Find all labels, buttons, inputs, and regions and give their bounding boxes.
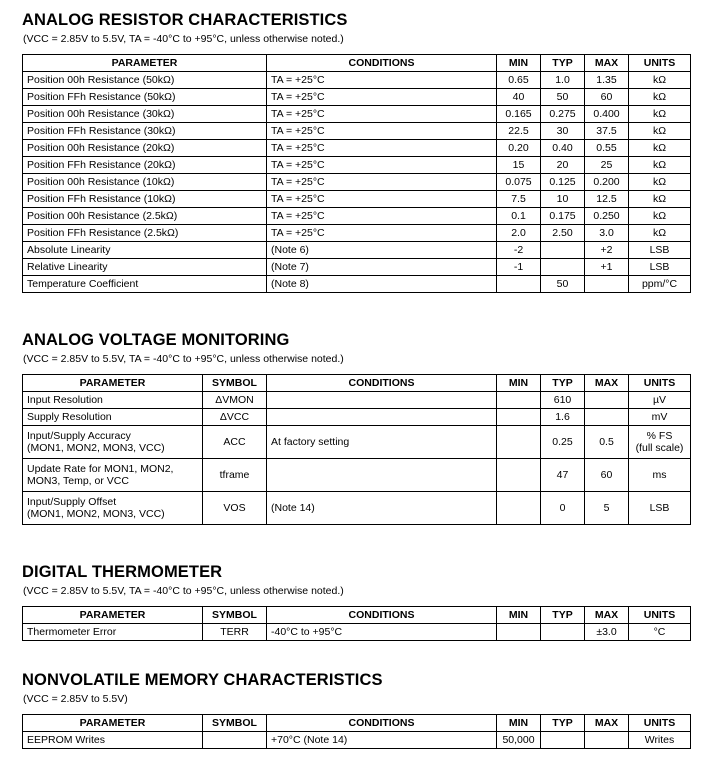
- header-max: MAX: [585, 55, 629, 72]
- cell-parameter: Input Resolution: [23, 392, 203, 409]
- cell-parameter: Supply Resolution: [23, 409, 203, 426]
- cell-parameter: Position 00h Resistance (30kΩ): [23, 106, 267, 123]
- cell-conditions: +70°C (Note 14): [267, 732, 497, 749]
- cell-conditions: [267, 459, 497, 492]
- memory-table: [22, 714, 691, 749]
- cell-units: kΩ: [629, 123, 691, 140]
- cell-max: 25: [585, 157, 629, 174]
- header-max: MAX: [585, 607, 629, 624]
- table-row: [23, 225, 691, 242]
- table-row: [23, 140, 691, 157]
- cell-conditions: (Note 14): [267, 492, 497, 525]
- table-header-row: [23, 607, 691, 624]
- cell-min: [497, 459, 541, 492]
- cell-parameter-line2: (MON1, MON2, MON3, VCC): [27, 508, 165, 520]
- cell-max: 5: [585, 492, 629, 525]
- cell-units: kΩ: [629, 106, 691, 123]
- cell-units: ppm/°C: [629, 276, 691, 293]
- cell-max: +1: [585, 259, 629, 276]
- cell-units: µV: [629, 392, 691, 409]
- cell-typ: [541, 624, 585, 641]
- cell-parameter: [23, 459, 203, 492]
- cell-typ: 10: [541, 191, 585, 208]
- header-parameter: PARAMETER: [23, 55, 267, 72]
- thermo-section: [22, 562, 690, 641]
- table-row: [23, 123, 691, 140]
- cell-min: 2.0: [497, 225, 541, 242]
- cell-max: [585, 732, 629, 749]
- cell-conditions: TA = +25°C: [267, 89, 497, 106]
- cell-parameter: Position FFh Resistance (20kΩ): [23, 157, 267, 174]
- cell-min: 22.5: [497, 123, 541, 140]
- table-row: [23, 492, 691, 525]
- cell-max: [585, 276, 629, 293]
- cell-max: 0.400: [585, 106, 629, 123]
- section-title: ANALOG VOLTAGE MONITORING: [22, 331, 290, 349]
- cell-typ: 0: [541, 492, 585, 525]
- voltage-section: [22, 330, 690, 525]
- cell-max: 0.250: [585, 208, 629, 225]
- table-row: [23, 459, 691, 492]
- cell-typ: [541, 732, 585, 749]
- cell-parameter: Position 00h Resistance (50kΩ): [23, 72, 267, 89]
- cell-min: 50,000: [497, 732, 541, 749]
- cell-units: LSB: [629, 492, 691, 525]
- section-conditions: (VCC = 2.85V to 5.5V, TA = -40°C to +95°C, unless otherwise noted.): [23, 585, 344, 597]
- cell-parameter: Thermometer Error: [23, 624, 203, 641]
- header-parameter: PARAMETER: [23, 375, 203, 392]
- cell-typ: 20: [541, 157, 585, 174]
- table-row: [23, 624, 691, 641]
- cell-units: Writes: [629, 732, 691, 749]
- cell-min: 0.1: [497, 208, 541, 225]
- header-symbol: SYMBOL: [203, 375, 267, 392]
- cell-max: ±3.0: [585, 624, 629, 641]
- cell-conditions: TA = +25°C: [267, 225, 497, 242]
- cell-units: kΩ: [629, 157, 691, 174]
- section-title: NONVOLATILE MEMORY CHARACTERISTICS: [22, 671, 383, 689]
- cell-units-line1: % FS: [646, 430, 673, 442]
- table-row: [23, 174, 691, 191]
- cell-max: 0.5: [585, 426, 629, 459]
- section-conditions: (VCC = 2.85V to 5.5V, TA = -40°C to +95°C, unless otherwise noted.): [23, 353, 344, 365]
- cell-symbol: [203, 732, 267, 749]
- table-row: [23, 242, 691, 259]
- cell-max: 0.200: [585, 174, 629, 191]
- cell-units: kΩ: [629, 208, 691, 225]
- cell-conditions: TA = +25°C: [267, 72, 497, 89]
- cell-units: kΩ: [629, 72, 691, 89]
- cell-min: 0.65: [497, 72, 541, 89]
- cell-parameter-line1: Update Rate for MON1, MON2,: [27, 463, 174, 475]
- table-row: [23, 157, 691, 174]
- table-row: [23, 392, 691, 409]
- section-conditions: (VCC = 2.85V to 5.5V, TA = -40°C to +95°C, unless otherwise noted.): [23, 33, 344, 45]
- resistor-section: [22, 10, 690, 293]
- thermo-table: [22, 606, 691, 641]
- header-conditions: CONDITIONS: [267, 55, 497, 72]
- cell-conditions: [267, 392, 497, 409]
- cell-conditions: TA = +25°C: [267, 140, 497, 157]
- cell-min: [497, 392, 541, 409]
- cell-max: [585, 392, 629, 409]
- table-row: [23, 426, 691, 459]
- cell-max: 60: [585, 459, 629, 492]
- header-typ: TYP: [541, 715, 585, 732]
- cell-typ: 0.125: [541, 174, 585, 191]
- cell-min: 0.165: [497, 106, 541, 123]
- cell-conditions: (Note 7): [267, 259, 497, 276]
- cell-typ: [541, 242, 585, 259]
- cell-conditions: TA = +25°C: [267, 191, 497, 208]
- cell-typ: 47: [541, 459, 585, 492]
- resistor-table: [22, 54, 691, 293]
- cell-units: ms: [629, 459, 691, 492]
- cell-min: -1: [497, 259, 541, 276]
- header-typ: TYP: [541, 375, 585, 392]
- cell-units: mV: [629, 409, 691, 426]
- header-symbol: SYMBOL: [203, 715, 267, 732]
- cell-units: kΩ: [629, 225, 691, 242]
- cell-typ: 0.175: [541, 208, 585, 225]
- cell-min: 0.20: [497, 140, 541, 157]
- cell-typ: [541, 259, 585, 276]
- cell-units: kΩ: [629, 174, 691, 191]
- table-row: [23, 89, 691, 106]
- cell-max: 60: [585, 89, 629, 106]
- cell-conditions: TA = +25°C: [267, 106, 497, 123]
- cell-min: [497, 492, 541, 525]
- header-typ: TYP: [541, 55, 585, 72]
- table-header-row: [23, 715, 691, 732]
- cell-conditions: TA = +25°C: [267, 174, 497, 191]
- cell-conditions: (Note 8): [267, 276, 497, 293]
- cell-parameter: Temperature Coefficient: [23, 276, 267, 293]
- cell-max: 3.0: [585, 225, 629, 242]
- cell-min: [497, 276, 541, 293]
- section-title: ANALOG RESISTOR CHARACTERISTICS: [22, 11, 348, 29]
- cell-symbol: ACC: [203, 426, 267, 459]
- cell-parameter: Position FFh Resistance (2.5kΩ): [23, 225, 267, 242]
- header-units: UNITS: [629, 375, 691, 392]
- cell-units: [629, 426, 691, 459]
- cell-conditions: TA = +25°C: [267, 208, 497, 225]
- cell-units: LSB: [629, 242, 691, 259]
- cell-symbol: VOS: [203, 492, 267, 525]
- cell-units: kΩ: [629, 140, 691, 157]
- cell-parameter: Position 00h Resistance (2.5kΩ): [23, 208, 267, 225]
- table-row: [23, 732, 691, 749]
- cell-parameter-line1: Input/Supply Accuracy: [27, 430, 131, 442]
- cell-max: +2: [585, 242, 629, 259]
- table-header-row: [23, 55, 691, 72]
- cell-typ: 0.25: [541, 426, 585, 459]
- header-units: UNITS: [629, 715, 691, 732]
- cell-max: 37.5: [585, 123, 629, 140]
- cell-symbol: ΔVMON: [203, 392, 267, 409]
- cell-conditions: (Note 6): [267, 242, 497, 259]
- table-row: [23, 276, 691, 293]
- cell-typ: 2.50: [541, 225, 585, 242]
- cell-typ: 1.6: [541, 409, 585, 426]
- section-conditions: (VCC = 2.85V to 5.5V): [23, 693, 128, 705]
- header-conditions: CONDITIONS: [267, 607, 497, 624]
- cell-min: 40: [497, 89, 541, 106]
- cell-conditions: At factory setting: [267, 426, 497, 459]
- cell-parameter: Position 00h Resistance (10kΩ): [23, 174, 267, 191]
- cell-max: [585, 409, 629, 426]
- table-row: [23, 259, 691, 276]
- table-row: [23, 208, 691, 225]
- cell-units: LSB: [629, 259, 691, 276]
- header-min: MIN: [497, 375, 541, 392]
- cell-conditions: -40°C to +95°C: [267, 624, 497, 641]
- cell-min: 0.075: [497, 174, 541, 191]
- header-typ: TYP: [541, 607, 585, 624]
- header-symbol: SYMBOL: [203, 607, 267, 624]
- header-max: MAX: [585, 715, 629, 732]
- cell-units-line2: (full scale): [635, 442, 684, 454]
- header-min: MIN: [497, 715, 541, 732]
- cell-units: kΩ: [629, 89, 691, 106]
- cell-min: [497, 426, 541, 459]
- cell-min: -2: [497, 242, 541, 259]
- cell-typ: 50: [541, 89, 585, 106]
- cell-parameter: Position FFh Resistance (50kΩ): [23, 89, 267, 106]
- cell-typ: 0.275: [541, 106, 585, 123]
- cell-max: 0.55: [585, 140, 629, 157]
- table-row: [23, 191, 691, 208]
- cell-typ: 50: [541, 276, 585, 293]
- cell-min: 15: [497, 157, 541, 174]
- cell-parameter: Relative Linearity: [23, 259, 267, 276]
- cell-parameter: EEPROM Writes: [23, 732, 203, 749]
- cell-parameter-line2: MON3, Temp, or VCC: [27, 475, 129, 487]
- header-parameter: PARAMETER: [23, 607, 203, 624]
- memory-section: [22, 670, 690, 749]
- cell-max: 12.5: [585, 191, 629, 208]
- table-row: [23, 409, 691, 426]
- cell-typ: 30: [541, 123, 585, 140]
- header-conditions: CONDITIONS: [267, 375, 497, 392]
- header-units: UNITS: [629, 55, 691, 72]
- cell-units: °C: [629, 624, 691, 641]
- header-min: MIN: [497, 607, 541, 624]
- cell-parameter: Position FFh Resistance (30kΩ): [23, 123, 267, 140]
- cell-typ: 1.0: [541, 72, 585, 89]
- voltage-table: [22, 374, 691, 525]
- header-parameter: PARAMETER: [23, 715, 203, 732]
- cell-min: 7.5: [497, 191, 541, 208]
- cell-conditions: TA = +25°C: [267, 123, 497, 140]
- cell-symbol: ΔVCC: [203, 409, 267, 426]
- header-min: MIN: [497, 55, 541, 72]
- table-header-row: [23, 375, 691, 392]
- table-row: [23, 72, 691, 89]
- cell-symbol: TERR: [203, 624, 267, 641]
- cell-conditions: TA = +25°C: [267, 157, 497, 174]
- cell-max: 1.35: [585, 72, 629, 89]
- cell-parameter-line1: Input/Supply Offset: [27, 496, 117, 508]
- table-row: [23, 106, 691, 123]
- cell-conditions: [267, 409, 497, 426]
- section-title: DIGITAL THERMOMETER: [22, 563, 223, 581]
- header-units: UNITS: [629, 607, 691, 624]
- cell-min: [497, 624, 541, 641]
- cell-typ: 0.40: [541, 140, 585, 157]
- cell-typ: 610: [541, 392, 585, 409]
- header-conditions: CONDITIONS: [267, 715, 497, 732]
- cell-parameter: [23, 426, 203, 459]
- header-max: MAX: [585, 375, 629, 392]
- cell-min: [497, 409, 541, 426]
- cell-parameter: Absolute Linearity: [23, 242, 267, 259]
- cell-parameter: Position FFh Resistance (10kΩ): [23, 191, 267, 208]
- cell-units: kΩ: [629, 191, 691, 208]
- cell-parameter: Position 00h Resistance (20kΩ): [23, 140, 267, 157]
- cell-symbol: tframe: [203, 459, 267, 492]
- cell-parameter-line2: (MON1, MON2, MON3, VCC): [27, 442, 165, 454]
- cell-parameter: [23, 492, 203, 525]
